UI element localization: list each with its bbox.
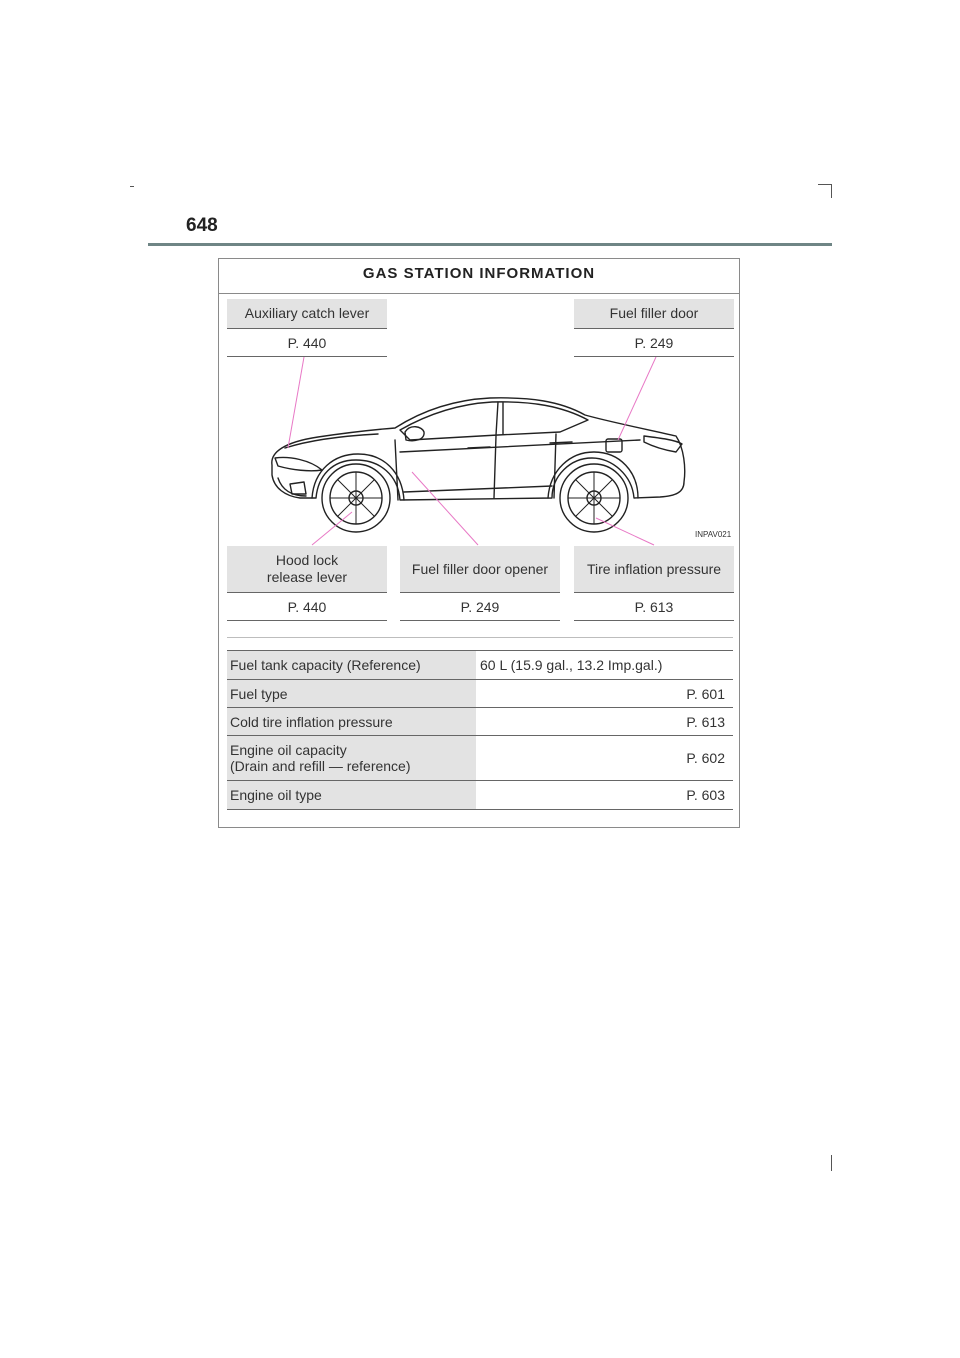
callout-auxiliary-catch-lever <box>227 299 387 357</box>
spec-table <box>227 650 733 810</box>
leader-lines <box>288 357 656 545</box>
spec-label: Fuel tank capacity (Reference) <box>227 651 476 680</box>
section-divider <box>227 637 733 638</box>
spec-label: Cold tire inflation pressure <box>227 708 476 736</box>
callout-label: Tire inflation pressure <box>574 546 734 593</box>
table-row <box>227 781 733 810</box>
callout-fuel-filler-door <box>574 299 734 357</box>
callout-fuel-filler-door-opener <box>400 546 560 621</box>
callout-tire-inflation-pressure <box>574 546 734 621</box>
callout-hood-lock-release-lever <box>227 546 387 621</box>
spec-value: P. 601 <box>476 680 733 708</box>
leader-fuel-filler-door-opener <box>412 472 478 545</box>
spec-value: 60 L (15.9 gal., 13.2 Imp.gal.) <box>476 651 733 680</box>
spec-value: P. 602 <box>476 736 733 781</box>
table-row <box>227 708 733 736</box>
callout-label: Fuel filler door opener <box>400 546 560 593</box>
spec-label: Engine oil type <box>227 781 476 810</box>
leader-auxiliary-catch-lever <box>288 357 304 448</box>
callout-page-ref: P. 440 <box>227 593 387 621</box>
leader-hood-lock-release-lever <box>312 512 352 545</box>
sedan-car-side-view-icon <box>272 398 685 532</box>
diagram-code: INPAV021 <box>695 530 732 539</box>
callout-page-ref: P. 440 <box>227 329 387 357</box>
table-row <box>227 651 733 680</box>
spec-label <box>227 736 476 781</box>
spec-value: P. 603 <box>476 781 733 810</box>
callout-label: Auxiliary catch lever <box>227 299 387 329</box>
table-row <box>227 680 733 708</box>
callout-page-ref: P. 249 <box>574 329 734 357</box>
box-title: GAS STATION INFORMATION <box>219 259 739 294</box>
spec-label: Fuel type <box>227 680 476 708</box>
callout-page-ref: P. 613 <box>574 593 734 621</box>
page-number: 648 <box>186 215 218 236</box>
callout-page-ref: P. 249 <box>400 593 560 621</box>
spec-value: P. 613 <box>476 708 733 736</box>
callout-label: Hood lock release lever <box>227 546 387 593</box>
callout-label: Fuel filler door <box>574 299 734 329</box>
spec-label-line-2: (Drain and refill — reference) <box>230 758 411 774</box>
spec-label-line-1: Engine oil capacity <box>230 742 347 758</box>
leader-tire-inflation-pressure <box>596 518 654 545</box>
table-row <box>227 736 733 781</box>
